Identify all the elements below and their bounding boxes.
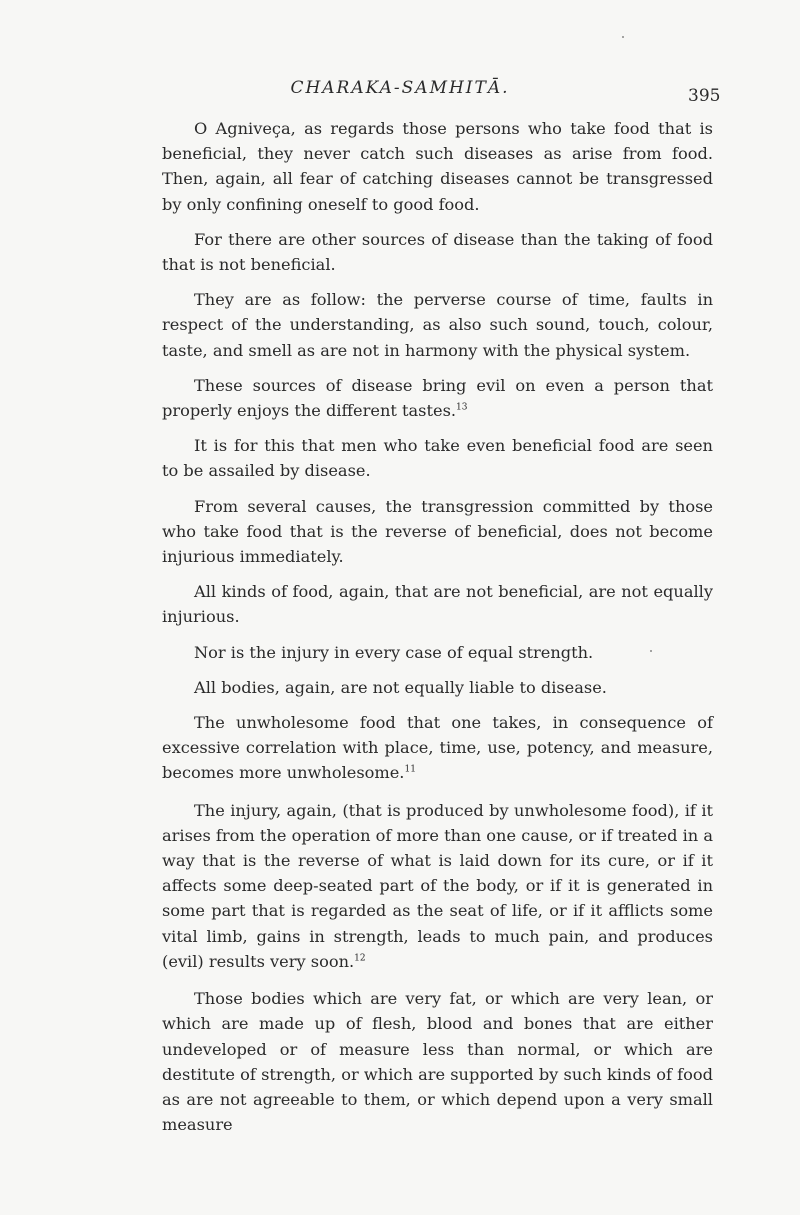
paragraph: Nor is the injury in every case of equal strength.: [194, 642, 594, 662]
page-number: 395: [688, 86, 721, 106]
paragraph: All kinds of food, again, that are not beneficial, are not equally injurious.: [162, 582, 713, 627]
paragraph: The unwholesome food that one takes, in consequence of excessive correlation with place, time, use, potency, and measure, becomes more unwholesome.$^{11}$: [162, 713, 713, 783]
paragraph: Those bodies which are very fat, or which are very lean, or which are made up of flesh, blood and bones that are either undeveloped or of measure less than normal, or which are destitute of strength, or which are supported by such kinds of food as are not agreeable to them, or which depend upon a very small measure: [162, 989, 713, 1135]
paragraph: O Agniveça, as regards those persons who take food that is beneficial, they never catch such diseases as arise from food. Then, again, all fear of catching diseases cannot be transgressed by only confining oneself to good food.: [162, 119, 713, 214]
paragraph: For there are other sources of disease than the taking of food that is not beneficial.: [162, 229, 713, 275]
paragraph: It is for this that men who take even beneficial food are seen to be assailed by disease.: [162, 436, 713, 481]
paragraph: These sources of disease bring evil on even a person that properly enjoys the different tastes.$^{13}$: [162, 375, 713, 421]
paragraph: From several causes, the transgression committed by those who take food that is the reverse of beneficial, does not become injurious immediately.: [162, 496, 713, 567]
paragraph: The injury, again, (that is produced by unwholesome food), if it arises from the operation of more than one cause, or if treated in a way that is the reverse of what is laid down for its cure, or if it affects some deep-seated part of the body, or if it is generated in some part that is regarded as the seat of life, or if it afflicts some vital limb, gains in strength, leads to much pain, and produces (evil) results very soon.$^{12}$: [162, 800, 713, 971]
body-text: [162, 116, 713, 1147]
paragraph: All bodies, again, are not equally liable to disease.: [194, 677, 607, 697]
footnote-marker: 13: [456, 402, 468, 413]
footnote-marker: 12: [354, 953, 366, 964]
paper-speck: [622, 36, 624, 38]
footnote-marker: 11: [404, 765, 416, 776]
running-title: CHARAKA-SAMHITĀ.: [290, 78, 510, 98]
paragraph: They are as follow: the perverse course of time, faults in respect of the understanding, as also such sound, touch, colour, taste, and smell as are not in harmony with the physical system.: [162, 290, 713, 360]
paper-speck: [650, 650, 652, 652]
